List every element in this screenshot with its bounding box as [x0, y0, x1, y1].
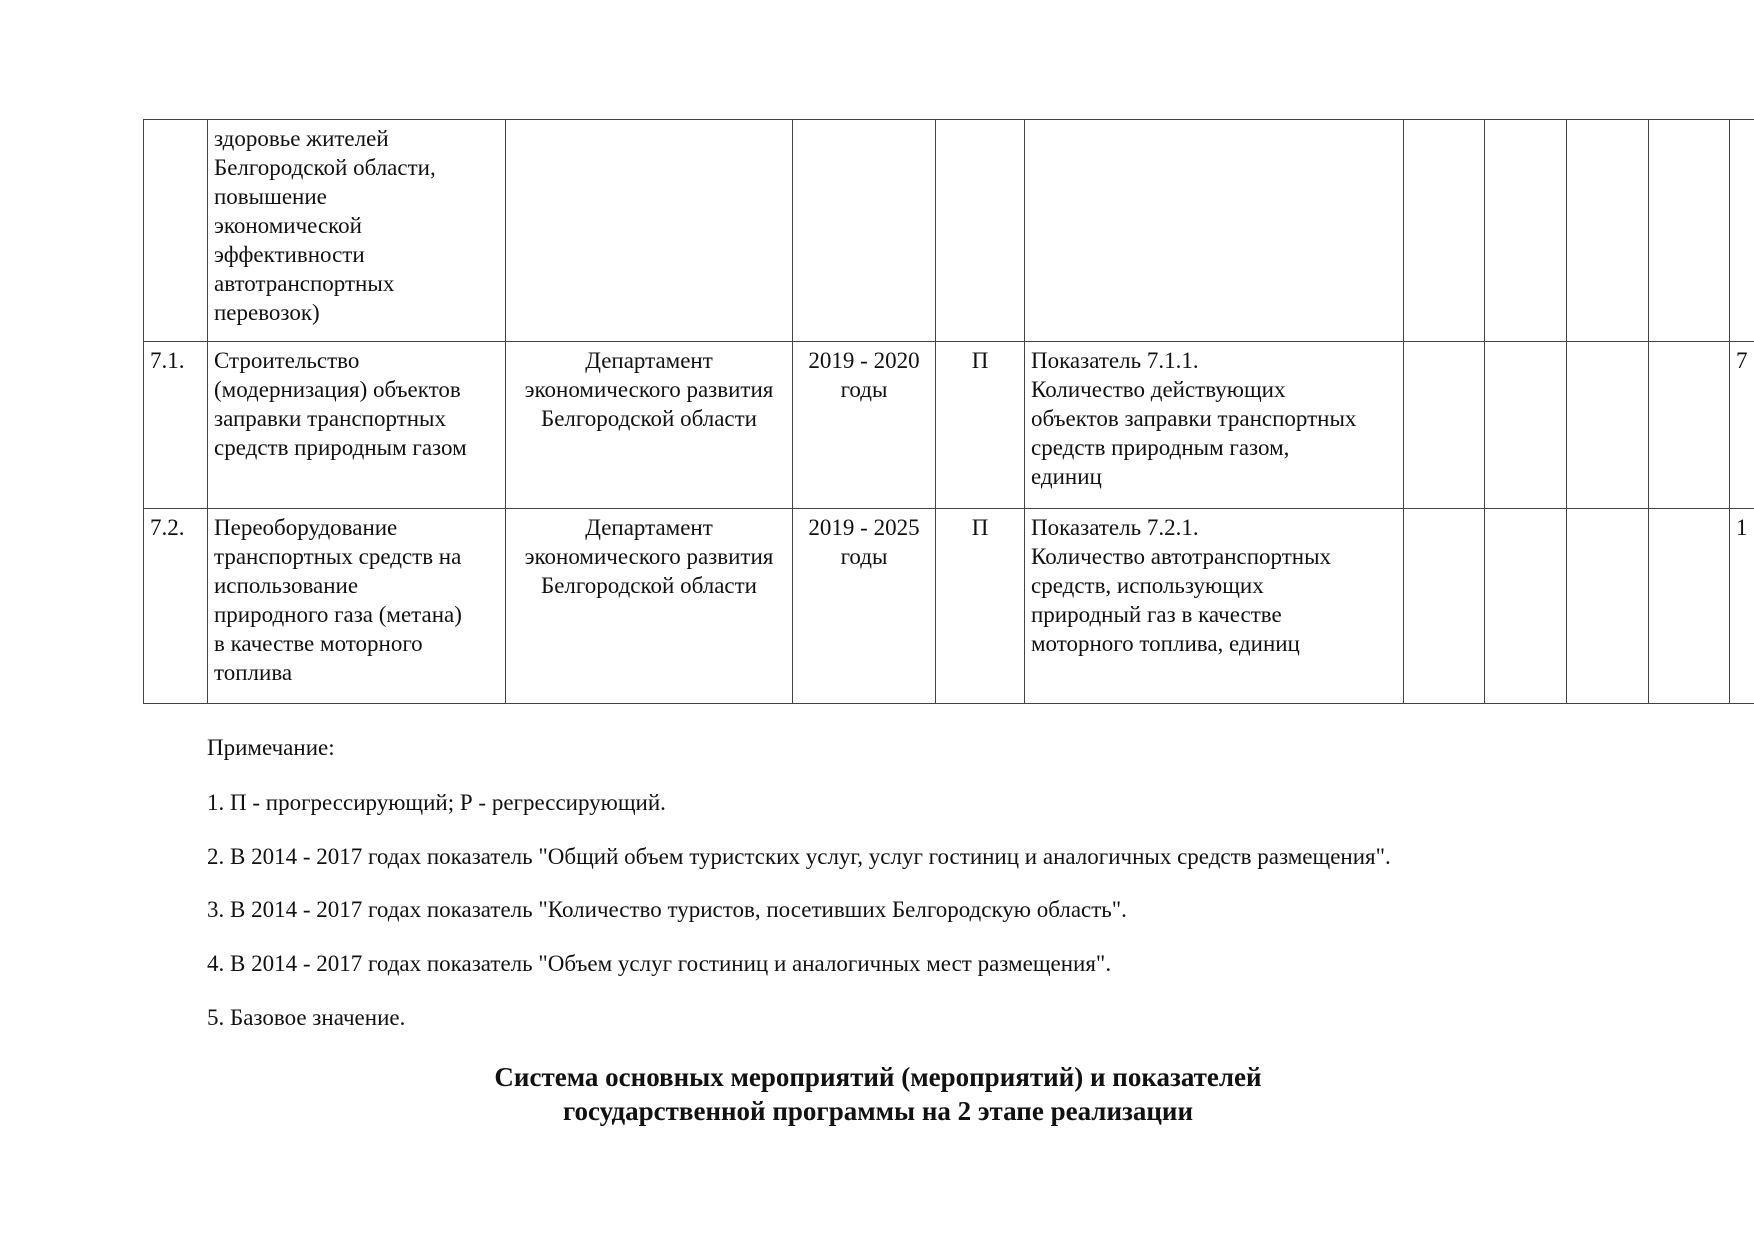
table-row: [144, 120, 1754, 342]
cell-empty: [1649, 342, 1730, 509]
cell-empty: [1649, 509, 1730, 704]
cell-executor: Департамент экономического развития Белгородской области: [506, 509, 793, 704]
cell-empty: [1485, 120, 1567, 342]
cell-empty: [1567, 342, 1649, 509]
note-item: 4. В 2014 - 2017 годах показатель "Объем услуг гостиниц и аналогичных мест размещения".: [207, 951, 1112, 976]
cell-name: Строительство (модернизация) объектов заправки транспортных средств природным газом: [208, 342, 506, 509]
table-row: [144, 509, 1754, 704]
cell-empty: [1404, 120, 1485, 342]
cell-value: 7: [1730, 342, 1754, 509]
cell-empty: [1567, 120, 1649, 342]
cell-type: [936, 120, 1025, 342]
cell-indicator: Показатель 7.1.1. Количество действующих объектов заправки транспортных средств природным газом, единиц: [1025, 342, 1404, 509]
notes-heading: Примечание:: [207, 735, 335, 760]
note-item: 3. В 2014 - 2017 годах показатель "Количество туристов, посетивших Белгородскую область".: [207, 897, 1127, 922]
table-row: [144, 342, 1754, 509]
cell-num: 7.2.: [144, 509, 208, 704]
cell-empty: [1404, 509, 1485, 704]
cell-executor: Департамент экономического развития Белгородской области: [506, 342, 793, 509]
cell-indicator: Показатель 7.2.1. Количество автотранспортных средств, использующих природный газ в качестве моторного топлива, единиц: [1025, 509, 1404, 704]
cell-value: [1730, 120, 1754, 342]
cell-empty: [1485, 342, 1567, 509]
cell-name: Переоборудование транспортных средств на использование природного газа (метана) в качестве моторного топлива: [208, 509, 506, 704]
cell-type: П: [936, 342, 1025, 509]
cell-indicator: [1025, 120, 1404, 342]
cell-period: 2019 - 2020 годы: [793, 342, 936, 509]
cell-period: 2019 - 2025 годы: [793, 509, 936, 704]
cell-empty: [1649, 120, 1730, 342]
note-item: 5. Базовое значение.: [207, 1005, 406, 1030]
note-item: 2. В 2014 - 2017 годах показатель "Общий объем туристских услуг, услуг гостиниц и аналогичных средств размещения".: [207, 844, 1391, 869]
cell-name: здоровье жителей Белгородской области, повышение экономической эффективности автотранспортных перевозок): [208, 120, 506, 342]
cell-empty: [1404, 342, 1485, 509]
cell-empty: [1485, 509, 1567, 704]
cell-executor: [506, 120, 793, 342]
cell-empty: [1567, 509, 1649, 704]
cell-type: П: [936, 509, 1025, 704]
cell-num: [144, 120, 208, 342]
cell-value: 1: [1730, 509, 1754, 704]
section-title-line-1: Система основных мероприятий (мероприятий) и показателей: [494, 1062, 1262, 1092]
note-item: 1. П - прогрессирующий; Р - регрессирующий.: [207, 790, 666, 815]
cell-num: 7.1.: [144, 342, 208, 509]
measures-table: [143, 119, 1754, 704]
section-title-line-2: государственной программы на 2 этапе реализации: [562, 1096, 1194, 1126]
cell-period: [793, 120, 936, 342]
